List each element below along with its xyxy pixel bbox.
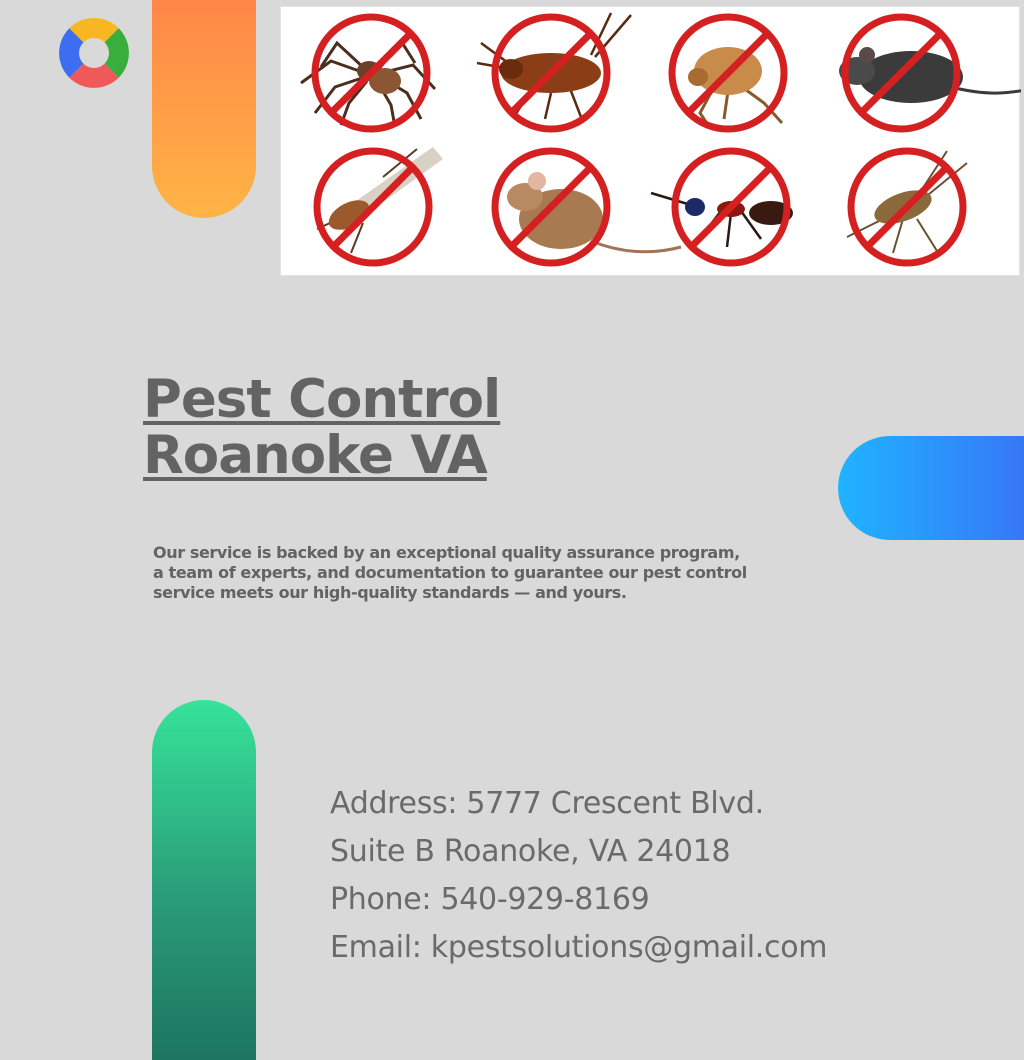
email-address: Email: kpestsolutions@gmail.com: [330, 930, 828, 965]
mouse-icon: [495, 151, 681, 263]
green-accent-shape: [152, 700, 256, 1060]
service-description: Our service is backed by an exceptional quality assurance program, a team of experts, and documentation to guarantee our pest control service meets our high-quality standards — and yours.: [153, 543, 747, 602]
ant-icon: [651, 151, 793, 263]
blue-accent-shape: [838, 436, 1024, 540]
title-line-2: Roanoke VA: [143, 425, 487, 486]
phone-number: Phone: 540-929-8169: [330, 882, 650, 917]
address-line-1: Address: 5777 Crescent Blvd.: [330, 786, 764, 821]
brand-logo-icon: [59, 18, 129, 88]
contact-info: [330, 780, 827, 972]
termite-icon: [317, 147, 443, 263]
rat-icon: [839, 17, 1021, 129]
cockroach-icon: [477, 13, 631, 129]
prohibited-pests-image: [280, 6, 1020, 276]
title-line-1: Pest Control: [143, 369, 501, 430]
flea-icon: [672, 17, 784, 129]
page-title: [143, 369, 501, 486]
cricket-icon: [847, 151, 967, 263]
orange-accent-shape: [152, 0, 256, 218]
address-line-2: Suite B Roanoke, VA 24018: [330, 834, 731, 869]
spider-icon: [301, 17, 435, 129]
